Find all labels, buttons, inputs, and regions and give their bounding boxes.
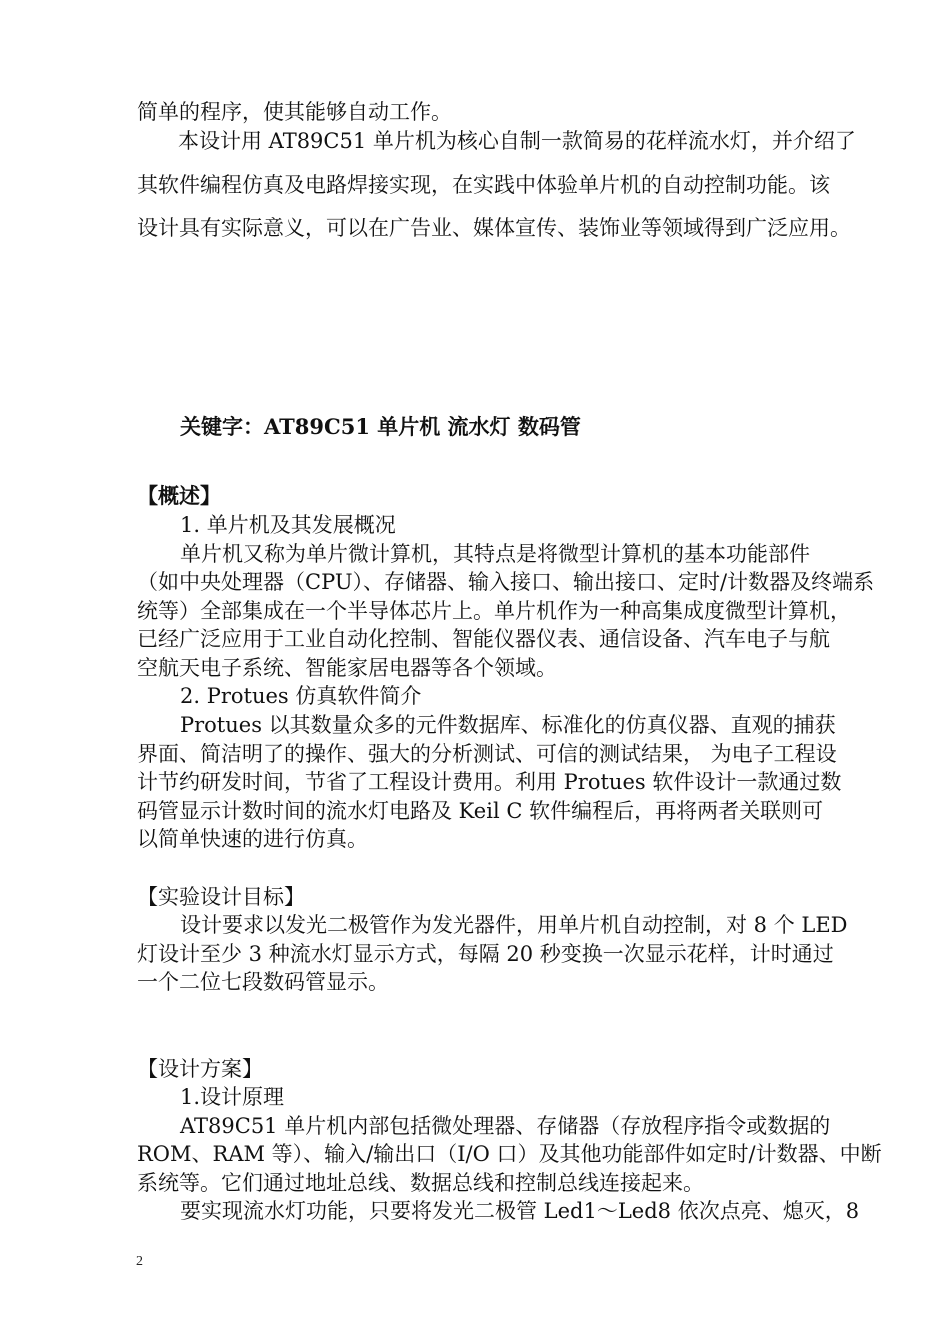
scheme-heading: 【设计方案】 <box>137 1057 263 1081</box>
intro-line-2: 本设计用 AT89C51 单片机为核心自制一款简易的花样流水灯，并介绍了 <box>178 129 856 153</box>
overview-line-3: （如中央处理器（CPU）、存储器、输入接口、输出接口、定时/计数器及终端系 <box>137 570 875 594</box>
overview-line-12: 以简单快速的进行仿真。 <box>137 827 368 851</box>
overview-line-5: 已经广泛应用于工业自动化控制、智能仪器仪表、通信设备、汽车电子与航 <box>137 627 830 651</box>
objective-line-1: 设计要求以发光二极管作为发光器件，用单片机自动控制，对 8 个 LED <box>180 913 848 937</box>
scheme-line-1: 1.设计原理 <box>180 1085 285 1109</box>
keywords-line: 关键字：AT89C51 单片机 流水灯 数码管 <box>180 414 581 439</box>
overview-heading: 【概述】 <box>137 483 221 508</box>
intro-line-4: 设计具有实际意义，可以在广告业、媒体宣传、装饰业等领域得到广泛应用。 <box>137 216 851 240</box>
objective-line-3: 一个二位七段数码管显示。 <box>137 970 389 994</box>
objective-heading: 【实验设计目标】 <box>137 885 305 909</box>
overview-line-6: 空航天电子系统、智能家居电器等各个领域。 <box>137 656 557 680</box>
overview-line-1: 1. 单片机及其发展概况 <box>180 513 396 537</box>
overview-line-8: Protues 以其数量众多的元件数据库、标准化的仿真仪器、直观的捕获 <box>180 713 836 737</box>
scheme-line-3: ROM、RAM 等）、输入/输出口（I/O 口）及其他功能部件如定时/计数器、中断 <box>137 1142 882 1166</box>
scheme-line-5: 要实现流水灯功能，只要将发光二极管 Led1～Led8 依次点亮、熄灭，8 <box>180 1199 860 1223</box>
scheme-line-4: 系统等。它们通过地址总线、数据总线和控制总线连接起来。 <box>137 1171 704 1195</box>
intro-line-1: 简单的程序，使其能够自动工作。 <box>137 100 452 124</box>
overview-line-2: 单片机又称为单片微计算机，其特点是将微型计算机的基本功能部件 <box>180 542 810 566</box>
intro-line-3: 其软件编程仿真及电路焊接实现，在实践中体验单片机的自动控制功能。该 <box>137 173 830 197</box>
overview-line-9: 界面、简洁明了的操作、强大的分析测试、可信的测试结果， 为电子工程设 <box>137 742 837 766</box>
overview-line-11: 码管显示计数时间的流水灯电路及 Keil C 软件编程后，再将两者关联则可 <box>137 799 824 823</box>
scheme-line-2: AT89C51 单片机内部包括微处理器、存储器（存放程序指令或数据的 <box>180 1114 831 1138</box>
overview-line-4: 统等）全部集成在一个半导体芯片上。单片机作为一种高集成度微型计算机， <box>137 599 851 623</box>
overview-line-10: 计节约研发时间，节省了工程设计费用。利用 Protues 软件设计一款通过数 <box>137 770 842 794</box>
page-number: 2 <box>136 1254 143 1269</box>
objective-line-2: 灯设计至少 3 种流水灯显示方式，每隔 20 秒变换一次显示花样，计时通过 <box>137 942 834 966</box>
overview-line-7: 2. Protues 仿真软件简介 <box>180 684 422 708</box>
